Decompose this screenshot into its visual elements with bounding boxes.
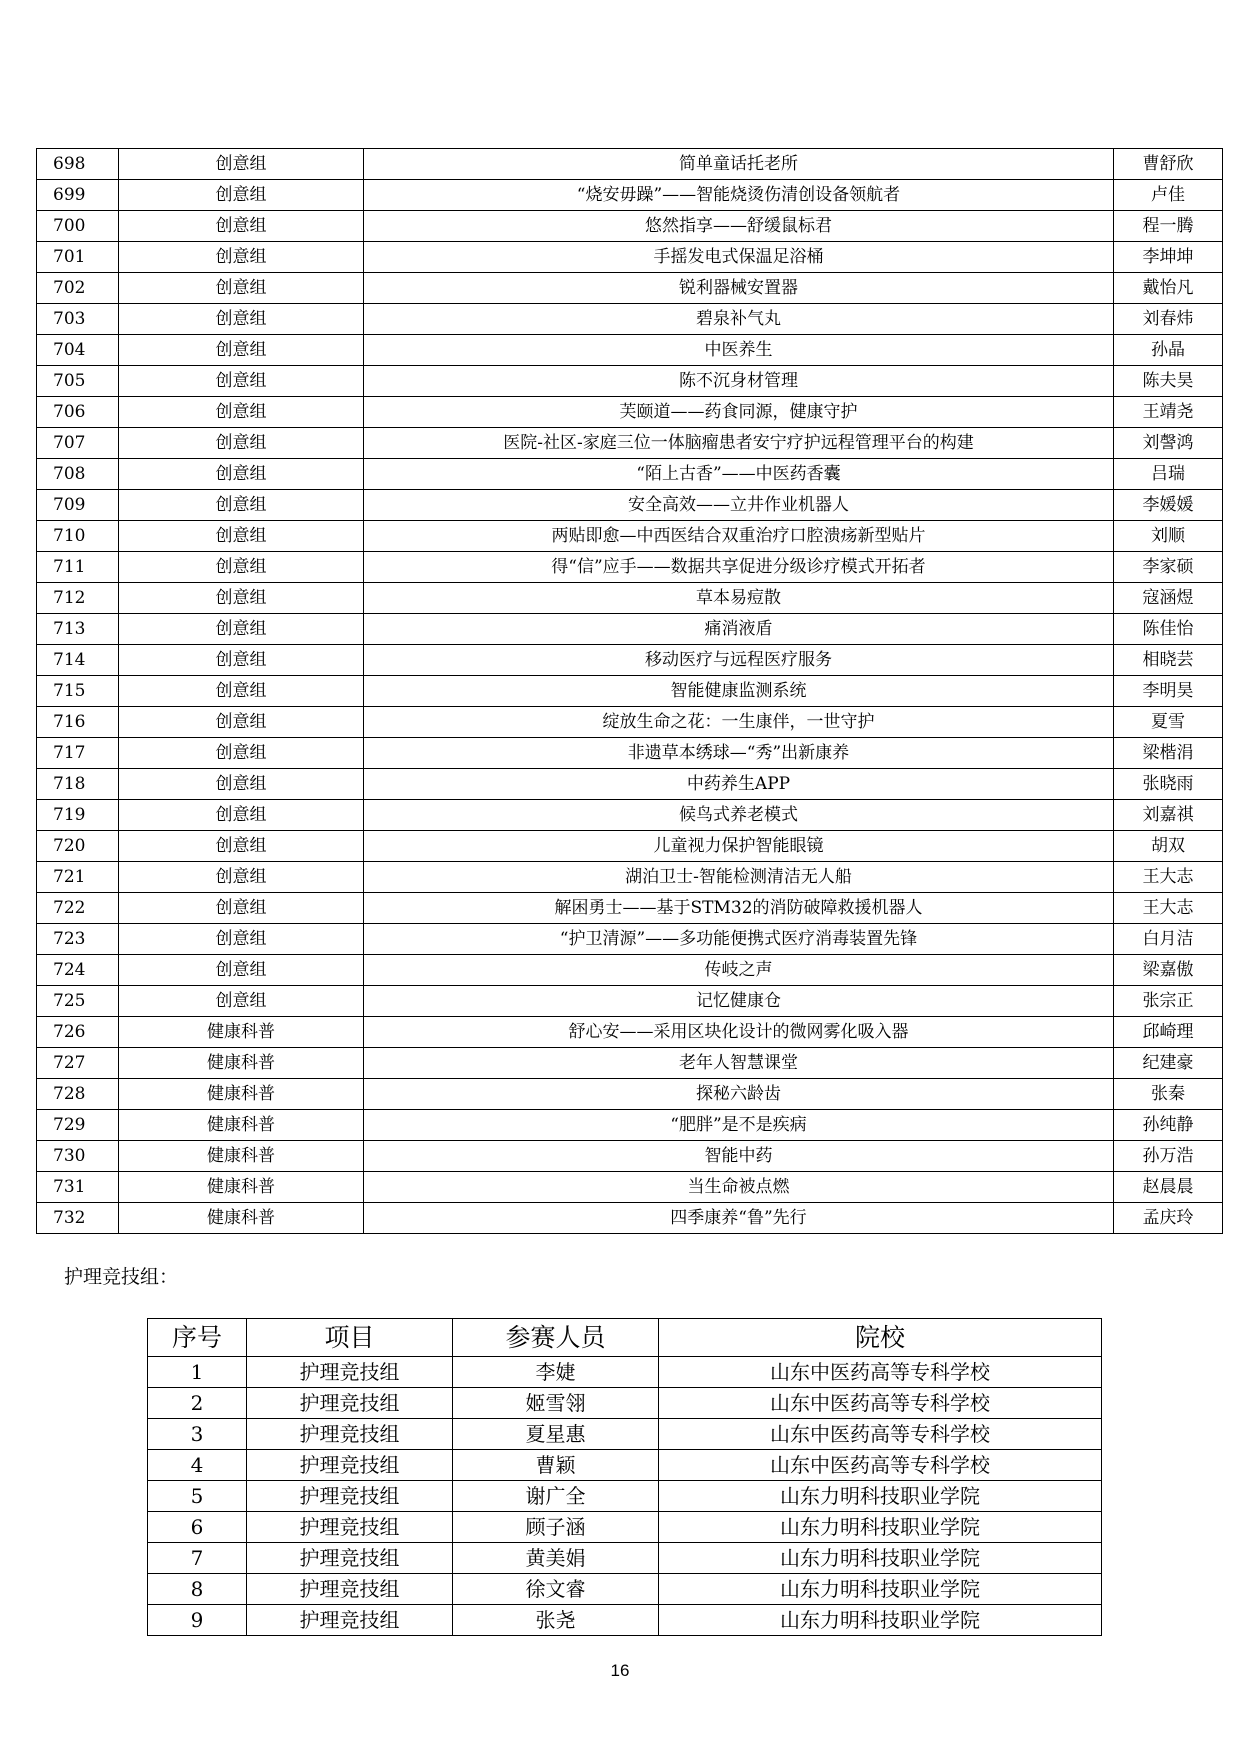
row-group: 创意组 xyxy=(119,800,364,831)
row-number: 711 xyxy=(37,552,119,583)
row-group: 健康科普 xyxy=(119,1079,364,1110)
row-group: 创意组 xyxy=(119,149,364,180)
table-row xyxy=(148,1388,1102,1419)
row-group: 创意组 xyxy=(119,769,364,800)
row-project: 芙颐道——药食同源，健康守护 xyxy=(364,397,1114,428)
row-group: 健康科普 xyxy=(119,1141,364,1172)
row-group: 创意组 xyxy=(119,397,364,428)
row-number: 707 xyxy=(37,428,119,459)
row-name: 吕瑞 xyxy=(1114,459,1223,490)
table-row xyxy=(37,924,1223,955)
row-group: 健康科普 xyxy=(119,1203,364,1234)
table-row xyxy=(37,304,1223,335)
table-row xyxy=(37,769,1223,800)
row-number: 714 xyxy=(37,645,119,676)
row-number: 709 xyxy=(37,490,119,521)
row-number: 727 xyxy=(37,1048,119,1079)
row-group: 创意组 xyxy=(119,521,364,552)
row-number: 706 xyxy=(37,397,119,428)
row-number: 718 xyxy=(37,769,119,800)
header-participant: 参赛人员 xyxy=(453,1319,659,1357)
row-group: 创意组 xyxy=(119,738,364,769)
table-row xyxy=(37,831,1223,862)
row-number: 702 xyxy=(37,273,119,304)
row-participant: 黄美娟 xyxy=(453,1543,659,1574)
row-name: 曹舒欣 xyxy=(1114,149,1223,180)
table-row xyxy=(37,1172,1223,1203)
row-project: 锐利器械安置器 xyxy=(364,273,1114,304)
row-number: 699 xyxy=(37,180,119,211)
table-row xyxy=(37,1141,1223,1172)
table-row xyxy=(37,800,1223,831)
row-name: 刘嘉祺 xyxy=(1114,800,1223,831)
table-row xyxy=(37,955,1223,986)
row-project: 老年人智慧课堂 xyxy=(364,1048,1114,1079)
row-project: 护理竞技组 xyxy=(247,1543,453,1574)
table-row xyxy=(37,149,1223,180)
table-row xyxy=(148,1450,1102,1481)
row-number: 721 xyxy=(37,862,119,893)
row-name: 王大志 xyxy=(1114,862,1223,893)
row-number: 4 xyxy=(148,1450,247,1481)
row-project: 四季康养“鲁”先行 xyxy=(364,1203,1114,1234)
row-group: 健康科普 xyxy=(119,1110,364,1141)
row-group: 创意组 xyxy=(119,273,364,304)
row-project: 手摇发电式保温足浴桶 xyxy=(364,242,1114,273)
row-number: 732 xyxy=(37,1203,119,1234)
header-school: 院校 xyxy=(659,1319,1102,1357)
row-name: 张晓雨 xyxy=(1114,769,1223,800)
row-number: 698 xyxy=(37,149,119,180)
row-project: 湖泊卫士-智能检测清洁无人船 xyxy=(364,862,1114,893)
row-number: 3 xyxy=(148,1419,247,1450)
row-project: 当生命被点燃 xyxy=(364,1172,1114,1203)
row-group: 创意组 xyxy=(119,862,364,893)
row-project: 探秘六龄齿 xyxy=(364,1079,1114,1110)
row-number: 724 xyxy=(37,955,119,986)
row-number: 712 xyxy=(37,583,119,614)
row-name: 胡双 xyxy=(1114,831,1223,862)
row-project: 中药养生APP xyxy=(364,769,1114,800)
row-project: “护卫清源”——多功能便携式医疗消毒装置先锋 xyxy=(364,924,1114,955)
table-row xyxy=(37,273,1223,304)
table-header-row xyxy=(148,1319,1102,1357)
row-number: 731 xyxy=(37,1172,119,1203)
row-group: 创意组 xyxy=(119,490,364,521)
row-school: 山东力明科技职业学院 xyxy=(659,1574,1102,1605)
row-number: 713 xyxy=(37,614,119,645)
row-number: 700 xyxy=(37,211,119,242)
row-project: 护理竞技组 xyxy=(247,1605,453,1636)
row-project: 护理竞技组 xyxy=(247,1574,453,1605)
row-group: 健康科普 xyxy=(119,1017,364,1048)
row-school: 山东中医药高等专科学校 xyxy=(659,1357,1102,1388)
row-name: 孟庆玲 xyxy=(1114,1203,1223,1234)
row-number: 715 xyxy=(37,676,119,707)
table-row xyxy=(37,583,1223,614)
table-row xyxy=(37,1110,1223,1141)
table-row xyxy=(37,521,1223,552)
row-project: 移动医疗与远程医疗服务 xyxy=(364,645,1114,676)
row-project: 护理竞技组 xyxy=(247,1481,453,1512)
row-group: 健康科普 xyxy=(119,1172,364,1203)
row-name: 白月洁 xyxy=(1114,924,1223,955)
table-row xyxy=(148,1357,1102,1388)
row-name: 陈佳怡 xyxy=(1114,614,1223,645)
table-row xyxy=(148,1574,1102,1605)
table-row xyxy=(37,707,1223,738)
row-number: 729 xyxy=(37,1110,119,1141)
row-name: 王靖尧 xyxy=(1114,397,1223,428)
row-name: 寇涵煜 xyxy=(1114,583,1223,614)
table-row xyxy=(37,1079,1223,1110)
row-name: 王大志 xyxy=(1114,893,1223,924)
row-participant: 徐文睿 xyxy=(453,1574,659,1605)
row-number: 717 xyxy=(37,738,119,769)
row-project: 中医养生 xyxy=(364,335,1114,366)
row-name: 李媛媛 xyxy=(1114,490,1223,521)
row-project: “肥胖”是不是疾病 xyxy=(364,1110,1114,1141)
row-group: 创意组 xyxy=(119,831,364,862)
table-row xyxy=(37,1017,1223,1048)
row-group: 创意组 xyxy=(119,428,364,459)
row-group: 创意组 xyxy=(119,583,364,614)
table-row xyxy=(37,645,1223,676)
row-school: 山东力明科技职业学院 xyxy=(659,1605,1102,1636)
row-number: 701 xyxy=(37,242,119,273)
award-table-creative xyxy=(36,148,1223,1234)
row-project: 得“信”应手——数据共享促进分级诊疗模式开拓者 xyxy=(364,552,1114,583)
row-group: 创意组 xyxy=(119,676,364,707)
row-project: 简单童话托老所 xyxy=(364,149,1114,180)
row-group: 创意组 xyxy=(119,242,364,273)
row-group: 创意组 xyxy=(119,304,364,335)
row-name: 李家硕 xyxy=(1114,552,1223,583)
row-group: 创意组 xyxy=(119,614,364,645)
row-project: “烧安毋躁”——智能烧烫伤清创设备领航者 xyxy=(364,180,1114,211)
row-name: 陈夫昊 xyxy=(1114,366,1223,397)
table-row xyxy=(37,893,1223,924)
row-name: 夏雪 xyxy=(1114,707,1223,738)
row-project: 护理竞技组 xyxy=(247,1512,453,1543)
row-name: 相晓芸 xyxy=(1114,645,1223,676)
row-participant: 张尧 xyxy=(453,1605,659,1636)
nursing-competition-table xyxy=(147,1318,1102,1636)
row-name: 刘顺 xyxy=(1114,521,1223,552)
table-row xyxy=(148,1419,1102,1450)
row-name: 赵晨晨 xyxy=(1114,1172,1223,1203)
row-group: 健康科普 xyxy=(119,1048,364,1079)
row-number: 704 xyxy=(37,335,119,366)
row-school: 山东中医药高等专科学校 xyxy=(659,1388,1102,1419)
row-project: 碧泉补气丸 xyxy=(364,304,1114,335)
row-name: 李明昊 xyxy=(1114,676,1223,707)
row-participant: 李婕 xyxy=(453,1357,659,1388)
row-number: 720 xyxy=(37,831,119,862)
row-number: 708 xyxy=(37,459,119,490)
table-row xyxy=(37,335,1223,366)
row-participant: 姬雪翎 xyxy=(453,1388,659,1419)
header-project: 项目 xyxy=(247,1319,453,1357)
row-number: 5 xyxy=(148,1481,247,1512)
table-row xyxy=(37,211,1223,242)
row-name: 刘謦鸿 xyxy=(1114,428,1223,459)
row-group: 创意组 xyxy=(119,707,364,738)
table-row xyxy=(37,738,1223,769)
row-name: 孙晶 xyxy=(1114,335,1223,366)
row-number: 728 xyxy=(37,1079,119,1110)
row-project: 悠然指享——舒缓鼠标君 xyxy=(364,211,1114,242)
row-group: 创意组 xyxy=(119,955,364,986)
row-project: 绽放生命之花：一生康伴，一世守护 xyxy=(364,707,1114,738)
award-table-creative-body xyxy=(37,149,1223,1234)
row-number: 710 xyxy=(37,521,119,552)
row-group: 创意组 xyxy=(119,459,364,490)
row-project: 陈不沉身材管理 xyxy=(364,366,1114,397)
row-group: 创意组 xyxy=(119,924,364,955)
row-project: 医院-社区-家庭三位一体脑瘤患者安宁疗护远程管理平台的构建 xyxy=(364,428,1114,459)
row-project: “陌上古香”——中医药香囊 xyxy=(364,459,1114,490)
row-name: 张宗正 xyxy=(1114,986,1223,1017)
row-project: 护理竞技组 xyxy=(247,1450,453,1481)
table-row xyxy=(37,1048,1223,1079)
row-name: 孙纯静 xyxy=(1114,1110,1223,1141)
row-name: 李坤坤 xyxy=(1114,242,1223,273)
row-participant: 顾子涵 xyxy=(453,1512,659,1543)
row-number: 726 xyxy=(37,1017,119,1048)
row-number: 1 xyxy=(148,1357,247,1388)
row-group: 创意组 xyxy=(119,552,364,583)
page-number: 16 xyxy=(610,1661,630,1680)
row-number: 2 xyxy=(148,1388,247,1419)
row-school: 山东力明科技职业学院 xyxy=(659,1512,1102,1543)
row-number: 703 xyxy=(37,304,119,335)
table-row xyxy=(148,1543,1102,1574)
row-group: 创意组 xyxy=(119,180,364,211)
row-project: 痛消液盾 xyxy=(364,614,1114,645)
row-name: 张秦 xyxy=(1114,1079,1223,1110)
row-number: 719 xyxy=(37,800,119,831)
table-row xyxy=(37,862,1223,893)
row-number: 705 xyxy=(37,366,119,397)
row-name: 纪建豪 xyxy=(1114,1048,1223,1079)
table-row xyxy=(148,1512,1102,1543)
row-number: 7 xyxy=(148,1543,247,1574)
row-project: 解困勇士——基于STM32的消防破障救援机器人 xyxy=(364,893,1114,924)
row-project: 护理竞技组 xyxy=(247,1388,453,1419)
row-number: 723 xyxy=(37,924,119,955)
row-name: 梁楷涓 xyxy=(1114,738,1223,769)
row-participant: 曹颖 xyxy=(453,1450,659,1481)
row-name: 程一腾 xyxy=(1114,211,1223,242)
row-name: 卢佳 xyxy=(1114,180,1223,211)
row-project: 传岐之声 xyxy=(364,955,1114,986)
row-name: 梁嘉傲 xyxy=(1114,955,1223,986)
row-project: 草本易痘散 xyxy=(364,583,1114,614)
row-project: 舒心安——采用区块化设计的微网雾化吸入器 xyxy=(364,1017,1114,1048)
row-school: 山东力明科技职业学院 xyxy=(659,1543,1102,1574)
row-number: 730 xyxy=(37,1141,119,1172)
row-number: 8 xyxy=(148,1574,247,1605)
row-project: 非遗草本绣球—“秀”出新康养 xyxy=(364,738,1114,769)
row-school: 山东力明科技职业学院 xyxy=(659,1481,1102,1512)
table-row xyxy=(37,428,1223,459)
row-group: 创意组 xyxy=(119,211,364,242)
nursing-competition-table-body xyxy=(148,1319,1102,1636)
table-row xyxy=(37,676,1223,707)
row-participant: 谢广全 xyxy=(453,1481,659,1512)
row-name: 孙万浩 xyxy=(1114,1141,1223,1172)
row-project: 候鸟式养老模式 xyxy=(364,800,1114,831)
table-row xyxy=(37,614,1223,645)
row-name: 刘春炜 xyxy=(1114,304,1223,335)
table-row xyxy=(148,1481,1102,1512)
row-number: 9 xyxy=(148,1605,247,1636)
table-row xyxy=(37,397,1223,428)
row-name: 戴怡凡 xyxy=(1114,273,1223,304)
table-row xyxy=(37,366,1223,397)
row-number: 6 xyxy=(148,1512,247,1543)
row-number: 722 xyxy=(37,893,119,924)
table-row xyxy=(148,1605,1102,1636)
row-project: 智能健康监测系统 xyxy=(364,676,1114,707)
row-group: 创意组 xyxy=(119,645,364,676)
table-row xyxy=(37,180,1223,211)
row-number: 725 xyxy=(37,986,119,1017)
row-group: 创意组 xyxy=(119,366,364,397)
table-row xyxy=(37,242,1223,273)
row-project: 护理竞技组 xyxy=(247,1357,453,1388)
row-project: 护理竞技组 xyxy=(247,1419,453,1450)
table-row xyxy=(37,1203,1223,1234)
table-row xyxy=(37,459,1223,490)
row-project: 智能中药 xyxy=(364,1141,1114,1172)
row-school: 山东中医药高等专科学校 xyxy=(659,1419,1102,1450)
row-number: 716 xyxy=(37,707,119,738)
row-project: 儿童视力保护智能眼镜 xyxy=(364,831,1114,862)
row-group: 创意组 xyxy=(119,335,364,366)
row-project: 安全高效——立井作业机器人 xyxy=(364,490,1114,521)
row-group: 创意组 xyxy=(119,986,364,1017)
header-no: 序号 xyxy=(148,1319,247,1357)
table-row xyxy=(37,986,1223,1017)
section-title-nursing: 护理竞技组： xyxy=(64,1266,179,1288)
row-school: 山东中医药高等专科学校 xyxy=(659,1450,1102,1481)
row-name: 邱崎理 xyxy=(1114,1017,1223,1048)
table-row xyxy=(37,490,1223,521)
row-project: 两贴即愈—中西医结合双重治疗口腔溃疡新型贴片 xyxy=(364,521,1114,552)
row-project: 记忆健康仓 xyxy=(364,986,1114,1017)
row-group: 创意组 xyxy=(119,893,364,924)
table-row xyxy=(37,552,1223,583)
row-participant: 夏星惠 xyxy=(453,1419,659,1450)
